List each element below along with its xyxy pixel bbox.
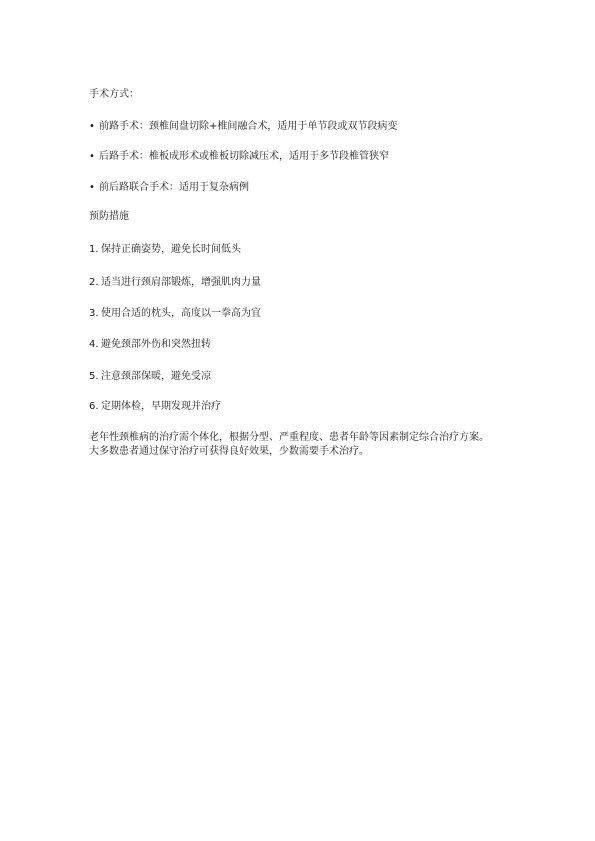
- bullet-icon: •: [89, 182, 95, 193]
- list-number: 3.: [89, 308, 99, 319]
- prevention-item-6: [89, 400, 221, 414]
- prevention-item-2: [89, 276, 261, 290]
- surgery-heading: 手术方式：: [89, 89, 139, 100]
- prevention-item-text: 使用合适的枕头，高度以一拳高为宜: [101, 308, 261, 319]
- surgery-item-anterior: [89, 120, 397, 134]
- bullet-icon: •: [89, 151, 95, 162]
- prevention-item-text: 保持正确姿势，避免长时间低头: [101, 244, 241, 255]
- list-number: 5.: [89, 371, 99, 382]
- prevention-item-text: 定期体检，早期发现并治疗: [101, 401, 221, 412]
- prevention-item-1: [89, 243, 241, 257]
- surgery-item-text: 前后路联合手术：适用于复杂病例: [99, 182, 249, 193]
- surgery-item-text: 后路手术：椎板成形术或椎板切除减压术，适用于多节段椎管狭窄: [99, 151, 389, 162]
- prevention-item-4: [89, 338, 211, 352]
- prevention-heading: 预防措施: [89, 211, 129, 222]
- bullet-icon: •: [89, 121, 95, 132]
- list-number: 1.: [89, 244, 99, 255]
- prevention-item-text: 避免颈部外伤和突然扭转: [101, 339, 211, 350]
- surgery-item-text: 前路手术：颈椎间盘切除+椎间融合术，适用于单节段或双节段病变: [99, 121, 398, 132]
- summary-line: 老年性颈椎病的治疗需个体化，根据分型、严重程度、患者年龄等因素制定综合治疗方案。: [89, 432, 489, 443]
- surgery-item-combined: [89, 181, 249, 195]
- prevention-item-text: 适当进行颈肩部锻炼，增强肌肉力量: [101, 277, 261, 288]
- prevention-item-3: [89, 307, 261, 321]
- summary-paragraph: [89, 431, 519, 459]
- surgery-item-posterior: [89, 150, 389, 164]
- prevention-item-text: 注意颈部保暖，避免受凉: [101, 371, 211, 382]
- list-number: 6.: [89, 401, 99, 412]
- list-number: 4.: [89, 339, 99, 350]
- summary-line: 大多数患者通过保守治疗可获得良好效果，少数需要手术治疗。: [89, 446, 369, 457]
- list-number: 2.: [89, 277, 99, 288]
- prevention-item-5: [89, 370, 211, 384]
